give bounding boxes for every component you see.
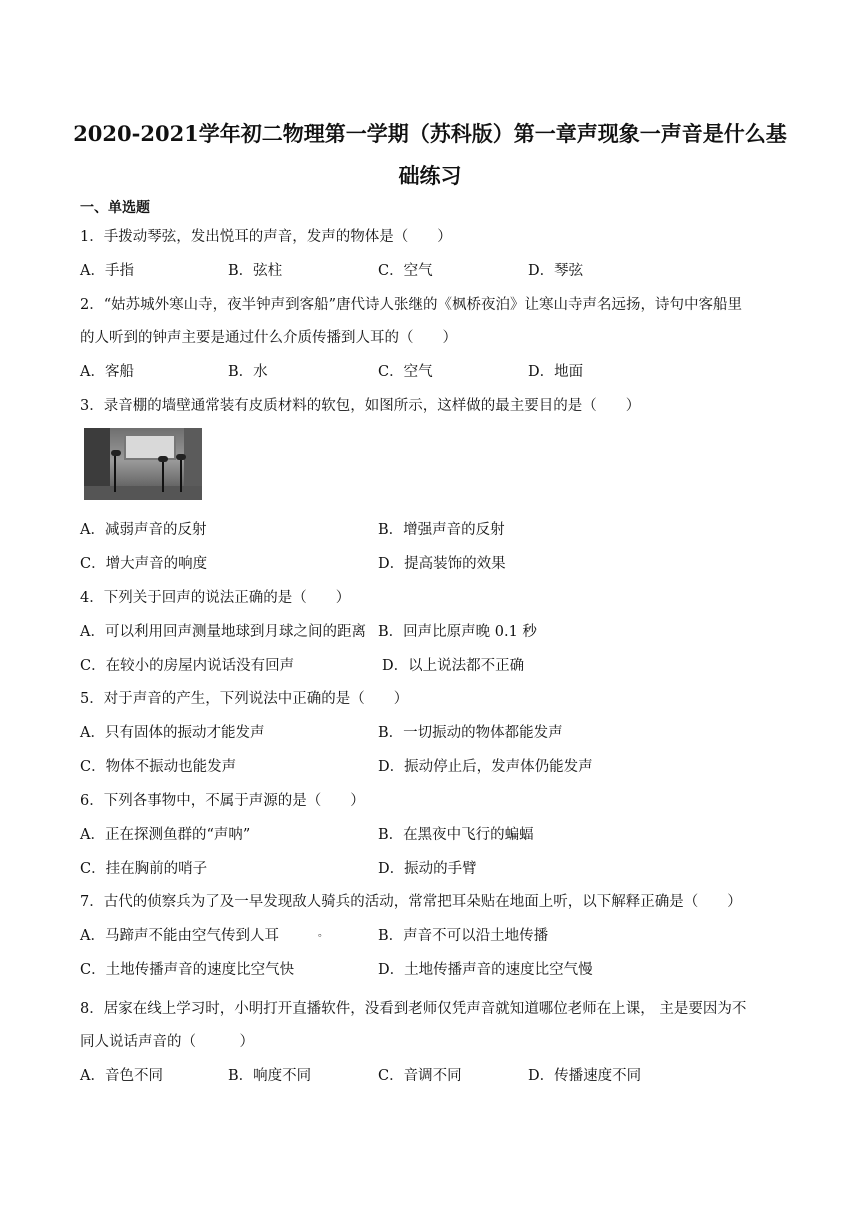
- question-7-option-b: B．声音不可以沿土地传播: [378, 928, 549, 944]
- question-4-stem: 4．下列关于回声的说法正确的是（ ）: [80, 590, 351, 606]
- question-5-option-d: D．振动停止后，发声体仍能发声: [378, 759, 593, 775]
- page-title-line-2: 础练习: [398, 163, 462, 188]
- question-3-option-b: B．增强声音的反射: [378, 522, 505, 538]
- question-8-stem-line-2: 同人说话声音的（ ）: [80, 1034, 254, 1050]
- question-8-option-d: D．传播速度不同: [528, 1068, 642, 1084]
- question-3-stem: 3．录音棚的墙壁通常装有皮质材料的软包，如图所示，这样做的最主要目的是（ ）: [80, 398, 641, 414]
- question-1-option-b: B．弦柱: [228, 263, 283, 279]
- question-4-option-a: A．可以利用回声测量地球到月球之间的距离: [80, 624, 366, 640]
- question-7-option-c: C．土地传播声音的速度比空气快: [80, 962, 295, 978]
- question-2-stem-line-1: 2．“姑苏城外寒山寺，夜半钟声到客船”唐代诗人张继的《枫桥夜泊》让寒山寺声名远扬，诗句中客船里: [80, 297, 743, 313]
- question-1-stem: 1．手拨动琴弦，发出悦耳的声音，发声的物体是（ ）: [80, 229, 452, 245]
- question-8-option-c: C．音调不同: [378, 1068, 462, 1084]
- question-7-option-d: D．土地传播声音的速度比空气慢: [378, 962, 593, 978]
- question-7-stray-mark: 。: [318, 928, 328, 939]
- recording-studio-photo: [84, 428, 202, 500]
- question-8-stem-line-1: 8．居家在线上学习时，小明打开直播软件，没看到老师仅凭声音就知道哪位老师在上课， 主是要因为不: [80, 1001, 747, 1017]
- question-6-option-a: A．正在探测鱼群的“声呐”: [80, 827, 251, 843]
- question-2-option-b: B．水: [228, 364, 268, 380]
- question-4-option-b: B．回声比原声晚 0.1 秒: [378, 624, 537, 640]
- question-5-option-c: C．物体不振动也能发声: [80, 759, 237, 775]
- question-6-option-c: C．挂在胸前的哨子: [80, 861, 208, 877]
- question-6-stem: 6．下列各事物中，不属于声源的是（ ）: [80, 793, 365, 809]
- question-7-option-a: A．马蹄声不能由空气传到人耳: [80, 928, 279, 944]
- section-heading: 一、单选题: [80, 200, 150, 216]
- question-1-option-a: A．手指: [80, 263, 134, 279]
- question-2-option-a: A．客船: [80, 364, 134, 380]
- question-8-option-a: A．音色不同: [80, 1068, 163, 1084]
- question-1-option-c: C．空气: [378, 263, 433, 279]
- question-6-option-d: D．振动的手臂: [378, 861, 477, 877]
- question-2-option-c: C．空气: [378, 364, 433, 380]
- question-5-stem: 5．对于声音的产生，下列说法中正确的是（ ）: [80, 691, 409, 707]
- question-5-option-b: B．一切振动的物体都能发声: [378, 725, 563, 741]
- question-2-stem-line-2: 的人听到的钟声主要是通过什么介质传播到人耳的（ ）: [80, 330, 457, 346]
- question-4-option-d: D．以上说法都不正确: [382, 658, 525, 674]
- question-4-option-c: C．在较小的房屋内说话没有回声: [80, 658, 295, 674]
- question-6-option-b: B．在黑夜中飞行的蝙蝠: [378, 827, 534, 843]
- question-2-option-d: D．地面: [528, 364, 584, 380]
- question-5-option-a: A．只有固体的振动才能发声: [80, 725, 265, 741]
- question-8-option-b: B．响度不同: [228, 1068, 312, 1084]
- question-3-option-a: A．减弱声音的反射: [80, 522, 207, 538]
- question-3-option-d: D．提高装饰的效果: [378, 556, 506, 572]
- question-7-stem: 7．古代的侦察兵为了及一早发现敌人骑兵的活动，常常把耳朵贴在地面上听，以下解释正确是（ ）: [80, 894, 742, 910]
- page-title-line-1: 2020-2021学年初二物理第一学期（苏科版）第一章声现象一声音是什么基: [73, 121, 787, 146]
- question-3-option-c: C．增大声音的响度: [80, 556, 208, 572]
- question-1-option-d: D．琴弦: [528, 263, 584, 279]
